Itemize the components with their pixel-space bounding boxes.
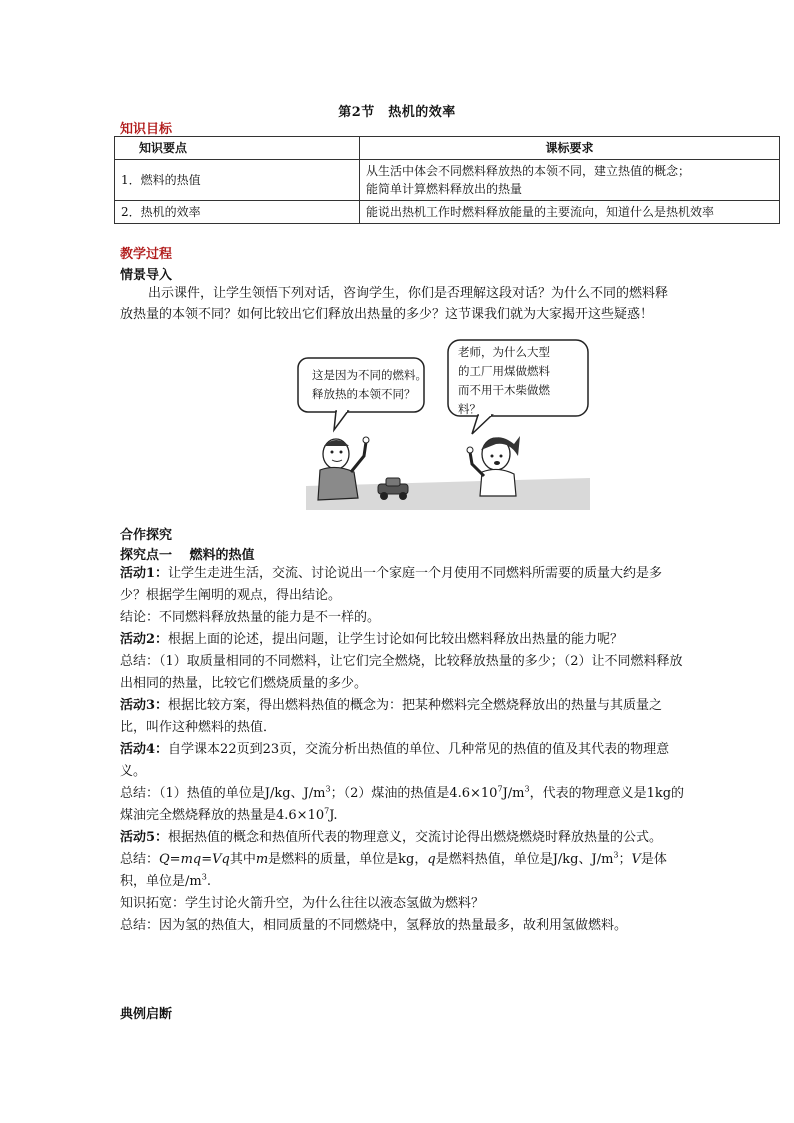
table-row [115,160,780,201]
summary-text: 是燃料的质量，单位是kg， [268,852,428,867]
bubble-line: 老师，为什么大型 [458,345,550,359]
summary-text: 是燃料热值，单位是J/kg、J/m [435,852,614,867]
superscript: 7 [324,806,330,816]
knowledge-extension: 知识拓宽：学生讨论火箭升空，为什么往往以液态氢做为燃料？ [120,896,485,911]
activity-label: 活动3： [120,698,169,713]
superscript: 3 [613,850,619,860]
superscript: 3 [524,784,530,794]
summary-text: 总结： [120,852,160,867]
superscript: 7 [497,784,503,794]
variable: m [255,852,269,867]
activity-label: 活动2： [120,632,169,647]
activity-label: 活动5： [120,830,169,845]
activity-text: 根据上面的论述，提出问题，让学生讨论如何比较出燃料释放出热量的能力呢？ [168,632,624,647]
summary-text: 是体积，单位是/m [120,852,667,889]
summary-5 [120,849,686,893]
summary-text: 其中 [229,852,256,867]
right-speech-bubble [458,343,550,419]
summary-4 [120,783,686,827]
activity-5 [120,827,686,849]
summary-2: 总结：（1）取质量相同的不同燃料，让它们完全燃烧，比较释放热量的多少；（2）让不同燃料释放出相同的热量，比较它们燃烧质量的多少。 [120,654,683,691]
conclusion-1: 结论：不同燃料释放热量的能力是不一样的。 [120,610,381,625]
bubble-line: 这是因为不同的燃料。 [312,368,427,382]
requirement-line: 能简单计算燃料释放出的热量 [366,182,523,196]
table-cell-point: 1．燃料的热值 [115,160,360,201]
inquiry-content [120,563,686,937]
page-title: 第2节 热机的效率 [338,105,456,120]
superscript: 3 [201,872,207,882]
summary-text: . [206,874,211,889]
activity-text: 根据热值的概念和热值所代表的物理意义，交流讨论得出燃烧燃烧时释放热量的公式。 [168,830,663,845]
bubble-line: 而不用干木柴做燃 [458,383,550,397]
activity-text: 根据比较方案，得出燃料热值的概念为：把某种燃料完全燃烧释放出的热量与其质量之比，叫作这种燃料的热值． [120,698,663,735]
knowledge-goals-table [114,136,780,224]
activity-2 [120,629,686,651]
intro-paragraph: 出示课件，让学生领悟下列对话，咨询学生，你们是否理解这段对话？为什么不同的燃料释放热量的本领不同？如何比较出它们释放出热量的多少？这节课我们就为大家揭开这些疑惑！ [120,286,669,322]
variable: q [427,852,436,867]
bubble-line: 的工厂用煤做燃料 [458,364,550,378]
table-header-cell: 课标要求 [360,137,780,160]
activity-3 [120,695,686,739]
activity-1 [120,563,686,607]
summary-text: ，代表的物理意义是1kg的煤油完全燃烧释放的热量是4.6×10 [120,786,685,823]
intro-heading: 情景导入 [120,268,173,283]
bubble-line: 料？ [458,402,481,416]
variable: V [631,852,641,867]
table-header-row [115,137,780,160]
summary-text: J/m [502,786,525,801]
teaching-process-heading: 教学过程 [120,247,173,262]
activity-text: 自学课本22页到23页，交流分析出热值的单位、几种常见的热值的值及其代表的物理意义。 [120,742,670,779]
summary-text: ； [618,852,632,867]
summary-text: J. [329,808,338,823]
requirement-line: 从生活中体会不同燃料释放热的本领不同，建立热值的概念； [366,164,691,178]
extension-summary: 总结：因为氢的热值大，相同质量的不同燃烧中，氢释放的热量最多，故利用氢做燃料。 [120,918,628,933]
bubble-line: 释放热的本领不同？ [312,387,416,401]
superscript: 3 [325,784,331,794]
activity-label: 活动1： [120,566,169,581]
examples-heading: 典例启断 [120,1007,173,1022]
cooperative-heading: 合作探究 [120,528,173,543]
activity-label: 活动4： [120,742,169,757]
table-cell-requirement: 能说出热机工作时燃料释放能量的主要流向，知道什么是热机效率 [360,201,780,224]
table-row [115,201,780,224]
activity-4 [120,739,686,783]
summary-text: ；（2）煤油的热值是4.6×10 [330,786,498,801]
formula: Q=mq=Vq [159,852,230,867]
table-cell-requirement [360,160,780,201]
knowledge-goals-heading: 知识目标 [120,122,173,137]
inquiry-point-heading: 探究点一 燃料的热值 [120,548,255,563]
activity-text: 让学生走进生活，交流、讨论说出一个家庭一个月使用不同燃料所需要的质量大约是多少？根据学生阐明的观点，得出结论。 [120,566,663,603]
dialogue-illustration [296,338,590,510]
summary-text: 总结：（1）热值的单位是J/kg、J/m [120,786,326,801]
table-header-cell: 知识要点 [115,137,360,160]
left-speech-bubble [312,366,427,404]
table-cell-point: 2．热机的效率 [115,201,360,224]
